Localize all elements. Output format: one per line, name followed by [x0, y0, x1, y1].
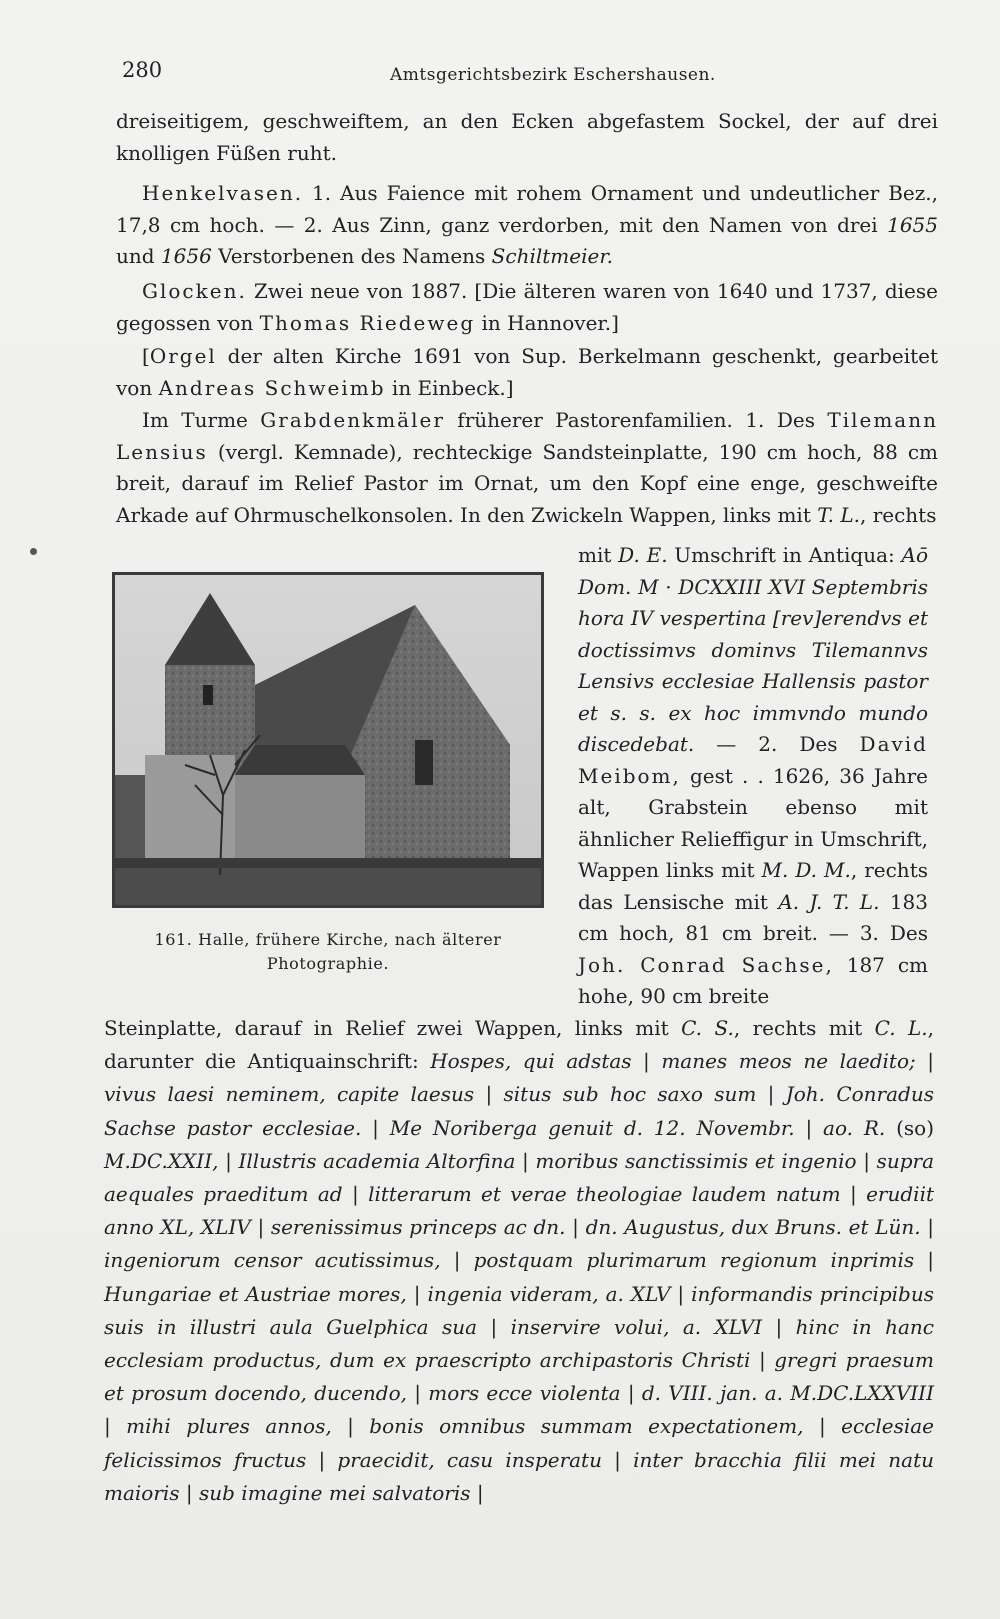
church-photo-image [115, 575, 541, 905]
church-photograph [112, 572, 544, 908]
section-lead: Glocken. [142, 279, 247, 303]
inscription-tilemann: Aō Dom. M · DCXXIII XVI Septembris hora IV vespertina [rev]erendvs et doctissimvs dominvs Tilemannvs Lensivs ecclesiae Hallensis pastor et s. s. ex hoc immvndo mundo discedebat. [578, 543, 928, 756]
section-lead: Grabdenkmäler [260, 408, 445, 432]
inscription-sachse: Hospes, qui adstas | manes meos ne laedito; | vivus laesi neminem, capite laesus | situs sub hoc saxo sum | Joh. Conradus Sachse pastor ecclesiae. | Me Noriberga genuit d. 12. Novembr. | ao. R. [104, 1049, 934, 1140]
paragraph-sockel: dreiseitigem, geschweiftem, an den Ecken abgefastem Sockel, der auf drei knolligen Füßen ruht. [116, 109, 938, 165]
page-number: 280 [122, 58, 163, 82]
bottom-text-block: Steinplatte, darauf in Relief zwei Wappen, links mit C. S., rechts mit C. L., darunter die Antiquainschrift: Hospes, qui adstas | manes meos ne laedito; | vivus laesi neminem, capite laesus | situs sub hoc saxo sum | Joh. Conradus Sachse pastor ecclesiae. | Me Noriberga genuit d. 12. Novembr. | ao. R. (so) M.DC.XXII, | Illustris academia Altorfina | moribus sanctissimis et ingenio | supra aequales praeditum ad | litterarum et verae theologiae laudem natum | erudiit anno XL, XLIV | serenissimus princeps ac dn. | dn. Augustus, dux Bruns. et Lün. | ingeniorum censor acutissimus, | postquam plurimarum regionum inprimis | Hungariae et Austriae mores, | ingenia videram, a. XLV | informandis principibus suis in illustri aula Guelphica sua | inservire volui, a. XLVI | hinc in hanc ecclesiam productus, dum ex praescripto archipastoris Christi | gregri praesum et prosum docendo, ducendo, | mors ecce violenta | d. VIII. jan. a. M.DC.LXXVIII | mihi plures annos, | bonis omnibus summam expectationem, | ecclesiae felicissimos fructus | praecidit, casu insperatu | inter bracchia filii mei natu maioris | sub imagine mei salvatoris | [104, 1016, 934, 1505]
margin-mark [30, 548, 37, 555]
running-head [122, 58, 910, 88]
side-column-text: mit D. E. Umschrift in Antiqua: Aō Dom. M · DCXXIII XVI Septembris hora IV vespertina [rev]erendvs et doctissimvs dominvs Tilemannvs Lensivs ecclesiae Hallensis pastor et s. s. ex hoc immvndo mundo discedebat. — 2. Des David Meibom, gest . . 1626, 36 Jahre alt, Grabstein ebenso mit ähnlicher Relieffigur in Umschrift, Wappen links mit M. D. M., rechts das Lensische mit A. J. T. L. 183 cm hoch, 81 cm breit. — 3. Des Joh. Conrad Sachse, 187 cm hohe, 90 cm breite [578, 543, 928, 1008]
header-title: Amtsgerichtsbezirk Eschershausen. [390, 65, 716, 85]
section-lead: Orgel [149, 344, 217, 368]
paragraph-glocken: Glocken. Zwei neue von 1887. [Die älteren waren von 1640 und 1737, diese gegossen von Thomas Riedeweg in Hannover.] [116, 279, 938, 335]
paragraph-grabdenkmaeler: Im Turme Grabdenkmäler früherer Pastorenfamilien. 1. Des Tilemann Lensius (vergl. Kemnade), rechteckige Sandsteinplatte, 190 cm hoch, 88 cm breit, darauf im Relief Pastor im Ornat, um den Kopf eine enge, geschweifte Arkade auf Ohrmuschelkonsolen. In den Zwickeln Wappen, links mit T. L., rechts [116, 408, 938, 527]
paragraph-orgel: [Orgel der alten Kirche 1691 von Sup. Berkelmann geschenkt, gearbeitet von Andreas Schweimb in Einbeck.] [116, 344, 938, 400]
figure-caption: 161. Halle, frühere Kirche, nach älterer Photographie. [154, 930, 502, 973]
section-lead: Henkelvasen. [142, 181, 304, 205]
paragraph-henkelvasen: Henkelvasen. 1. Aus Faience mit rohem Ornament und undeutlicher Bez., 17,8 cm hoch. — 2. Aus Zinn, ganz verdorben, mit den Namen von drei 1655 und 1656 Verstorbenen des Namens Schiltmeier. [116, 181, 938, 268]
